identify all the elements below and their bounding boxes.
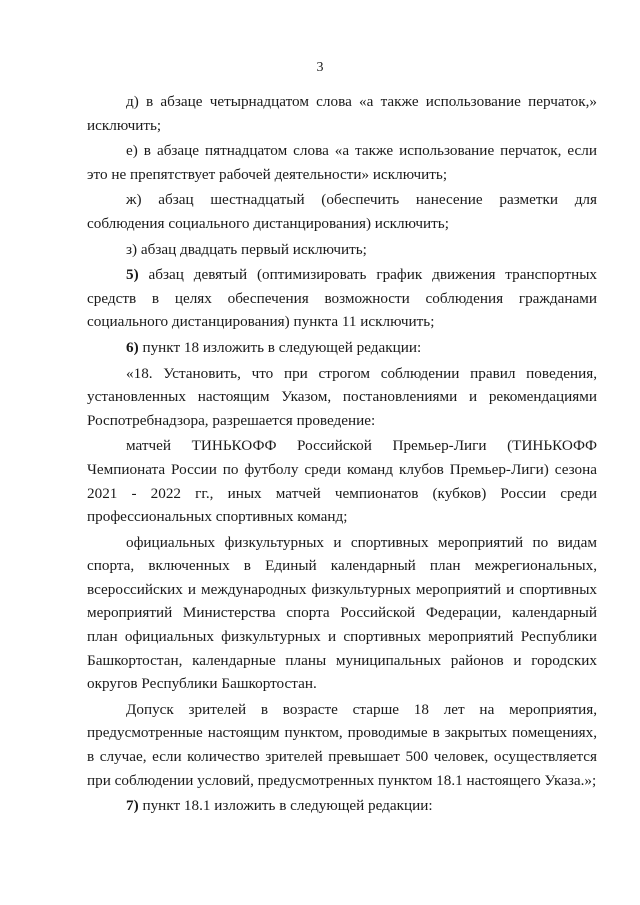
paragraph-text: Допуск зрителей в возрасте старше 18 лет на мероприятия, предусмотренные настоящим пунктом, проводимые в закрытых помещениях, в случае, если количество зрителей превышает 500 человек, осуществляется при соблюдении условий, предусмотренных пунктом 18.1 настоящего Указа.»; <box>87 700 597 789</box>
paragraph-text: абзац девятый (оптимизировать график движения транспортных средств в целях обеспечения возможности соблюдения гражданами социального дистанцирования) пункта 11 исключить; <box>87 266 597 331</box>
paragraph-text: абзац шестнадцатый (обеспечить нанесение разметки для соблюдения социального дистанцирования) исключить; <box>87 191 597 232</box>
paragraph-text: абзац двадцать первый исключить; <box>137 240 367 258</box>
paragraph-e <box>87 139 597 186</box>
paragraph-7 <box>87 794 597 818</box>
paragraph-text: пункт 18.1 изложить в следующей редакции: <box>138 797 433 815</box>
paragraph-text: официальных физкультурных и спортивных мероприятий по видам спорта, включенных в Единый календарный план межрегиональных, всероссийских и международных физкультурных мероприятий и спортивных мероприятий Министерства спорта Российской Федерации, календарный план официальных физкультурных и спортивных мероприятий Республики Башкортостан, календарные планы муниципальных районов и городских округов Республики Башкортостан. <box>87 533 597 693</box>
paragraph-z <box>87 238 597 262</box>
list-marker: з) <box>126 240 138 258</box>
paragraph-5 <box>87 263 597 334</box>
paragraph-official-events <box>87 531 597 696</box>
paragraph-zh <box>87 188 597 235</box>
paragraph-18-intro <box>87 362 597 433</box>
list-marker: 7) <box>126 797 139 815</box>
paragraph-matches <box>87 434 597 528</box>
list-marker: 6) <box>126 338 139 356</box>
paragraph-text: пункт 18 изложить в следующей редакции: <box>138 338 422 356</box>
paragraph-spectator-admission <box>87 698 597 792</box>
list-marker: е) <box>126 142 138 160</box>
paragraph-6 <box>87 336 597 360</box>
paragraph-text: матчей ТИНЬКОФФ Российской Премьер-Лиги (ТИНЬКОФФ Чемпионата России по футболу среди команд клубов Премьер-Лиги) сезона 2021 - 2022 гг., иных матчей чемпионатов (кубков) России среди профессиональных спортивных команд; <box>87 437 597 526</box>
paragraph-text: в абзаце четырнадцатом слова «а также использование перчаток,» исключить; <box>87 93 597 134</box>
list-marker: ж) <box>126 191 142 209</box>
paragraph-d <box>87 90 597 137</box>
paragraph-text: в абзаце пятнадцатом слова «а также использование перчаток, если это не препятствует рабочей деятельности» исключить; <box>87 142 597 183</box>
document-body <box>87 90 597 818</box>
paragraph-text: «18. Установить, что при строгом соблюдении правил поведения, установленных настоящим Указом, постановлениями и рекомендациями Роспотребнадзора, разрешается проведение: <box>87 364 597 429</box>
list-marker: 5) <box>126 266 139 284</box>
page-number: 3 <box>316 60 324 75</box>
list-marker: д) <box>126 93 139 110</box>
